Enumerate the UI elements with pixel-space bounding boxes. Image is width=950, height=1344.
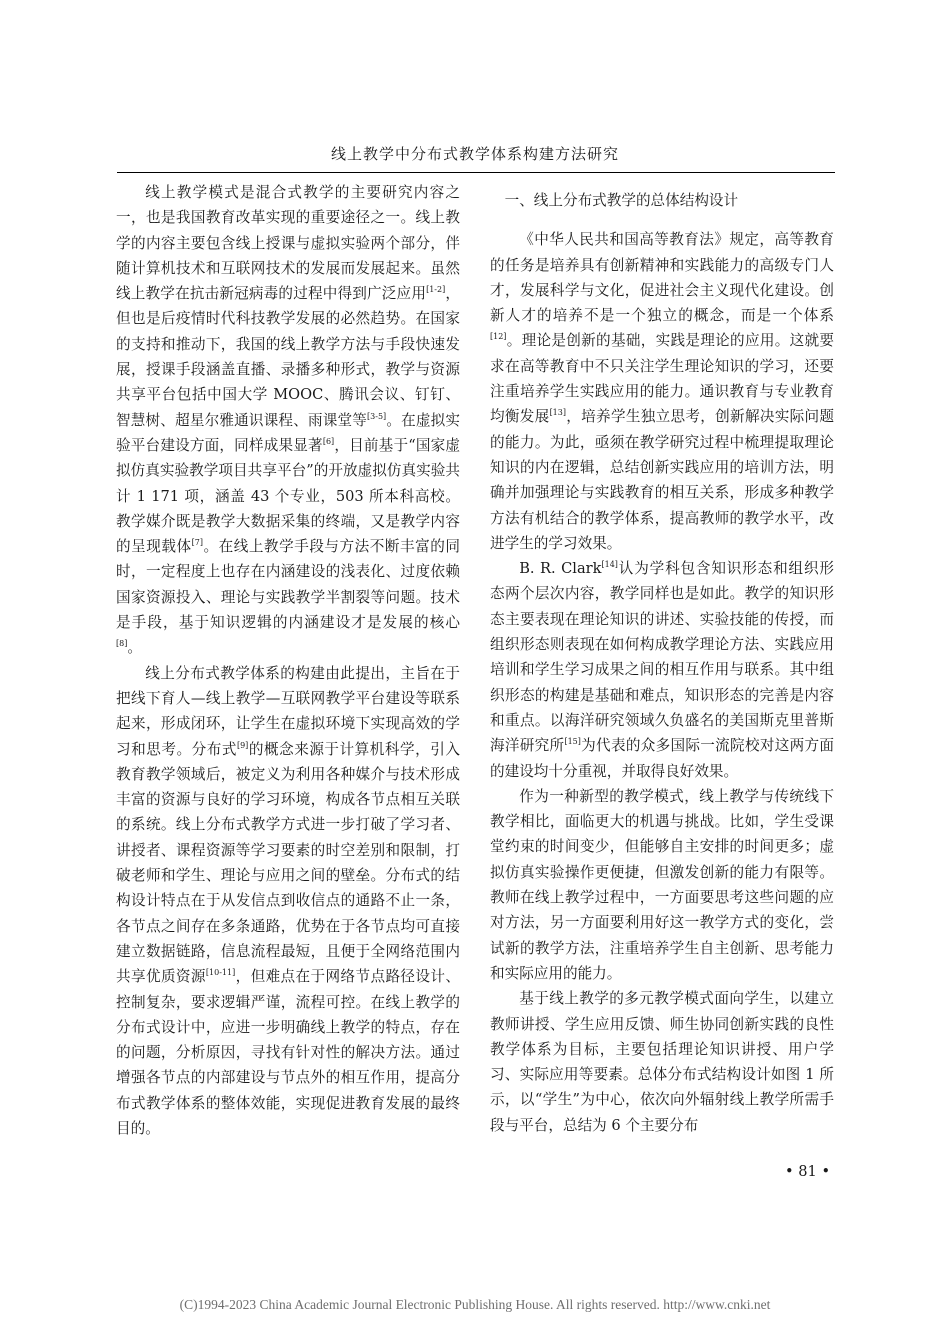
citation-ref: [13] xyxy=(549,408,566,418)
citation-ref: [1-2] xyxy=(426,285,446,295)
text-run: 的概念来源于计算机科学，引入教育教学领域后，被定义为利用各种媒介与技术形成丰富的资源与良好的学习环境，构成各节点相互关联的系统。线上分布式教学方式进一步打破了学习者、讲授者、课程资源等学习要素的时空差别和限制，打破老师和学生、理论与应用之间的壁垒。分布式的结构设计特点在于从发信点到收信点的通路不止一条，各节点之间存在多条通路，优势在于各节点均可直接建立数据链路，信息流程最短，且便于全网络范围内共享优质资源 xyxy=(116,740,460,986)
right-paragraph-2 xyxy=(490,556,834,784)
text-run: 为代表的众多国际一流院校对这两方面的建设均十分重视，并取得良好效果。 xyxy=(490,737,834,780)
citation-ref: [9] xyxy=(236,740,249,750)
text-run: 。在线上教学手段与方法不断丰富的同时，一定程度上也存在内涵建设的浅表化、过度依赖国家资源投入、理论与实践教学半割裂等问题。技术是手段，基于知识逻辑的内涵建设才是发展的核心 xyxy=(116,538,460,632)
citation-ref: [10-11] xyxy=(205,968,236,978)
copyright-footer: (C)1994-2023 China Academic Journal Electronic Publishing House. All rights reserved. http://www.cnki.net xyxy=(179,1297,771,1312)
citation-ref: [8] xyxy=(116,639,128,649)
text-run: 线上教学模式是混合式教学的主要研究内容之一，也是我国教育改革实现的重要途径之一。线上教学的内容主要包含线上授课与虚拟实验两个部分，伴随计算机技术和互联网技术的发展而发展起来。虽然线上教学在抗击新冠病毒的过程中得到广泛应用 xyxy=(116,184,460,303)
left-paragraph-2 xyxy=(116,661,460,1142)
citation-ref: [12] xyxy=(490,332,507,342)
running-header-title: 线上教学中分布式教学体系构建方法研究 xyxy=(330,145,619,163)
right-paragraph-3: 作为一种新型的教学模式，线上教学与传统线下教学相比，面临更大的机遇与挑战。比如，学生受课堂约束的时间变少，但能够自主安排的时间更多；虚拟仿真实验操作更便捷，但激发创新的能力有限等。教师在线上教学过程中，一方面要思考这些问题的应对方法，另一方面要利用好这一教学方式的变化，尝试新的教学方法，注重培养学生自主创新、思考能力和实际应用的能力。 xyxy=(490,787,834,982)
citation-ref: [3-5] xyxy=(367,411,387,421)
citation-ref: [14] xyxy=(601,560,618,570)
text-run: 线上分布式教学体系的构建由此提出，主旨在于把线下育人—线上教学—互联网教学平台建设等联系起来，形成闭环，让学生在虚拟环境下实现高效的学习和思考。分布式 xyxy=(116,664,460,758)
citation-ref: [6] xyxy=(322,437,335,447)
right-paragraph-4: 基于线上教学的多元教学模式面向学生，以建立教师讲授、学生应用反馈、师生协同创新实践的良性教学体系为目标，主要包括理论知识讲授、用户学习、实际应用等要素。总体分布式结构设计如图 1 所示，以“学生”为中心，依次向外辐射线上教学所需手段与平台，总结为 6 个主要分布 xyxy=(490,990,834,1134)
text-run: 。 xyxy=(127,639,142,657)
text-run: 认为学科包含知识形态和组织形态两个层次内容，教学同样也是如此。教学的知识形态主要表现在理论知识的讲述、实验技能的传授，而组织形态则表现在如何构成教学理论方法、实践应用培训和学生学习成果之间的相互作用与联系。其中组织形态的构建是基础和难点，知识形态的完善是内容和重点。以海洋研究领域久负盛名的美国斯克里普斯海洋研究所 xyxy=(490,560,834,755)
text-run: 。在虚拟实验平台建设方面，同样成果显著 xyxy=(116,411,460,454)
header-rule xyxy=(117,172,835,173)
text-run: ，培养学生独立思考，创新解决实际问题的能力。为此，亟须在教学研究过程中梳理提取理论知识的内在逻辑，总结创新实践应用的培训方法，明确并加强理论与实践教育的相互关系，形成多种教学方法有机结合的教学体系，提高教师的教学水平，改进学生的学习效果。 xyxy=(490,408,834,552)
citation-ref: [15] xyxy=(564,737,581,747)
text-run: B. R. Clark xyxy=(519,560,602,578)
right-paragraph-1 xyxy=(490,227,834,556)
text-run: ，但也是后疫情时代科技教学发展的必然趋势。在国家的支持和推动下，我国的线上教学方法与手段快速发展，授课手段涵盖直播、录播多种形式，教学与资源共享平台包括中国大学 MOOC、腾讯会议、钉钉、智慧树、超星尔雅通识课程、雨课堂等 xyxy=(116,285,460,429)
text-run: ，但难点在于网络节点路径设计、控制复杂，要求逻辑严谨，流程可控。在线上教学的分布式设计中，应进一步明确线上教学的特点，存在的问题，分析原因，寻找有针对性的解决方法。通过增强各节点的内部建设与节点外的相互作用，提高分布式教学体系的整体效能，实现促进教育发展的最终目的。 xyxy=(116,968,460,1137)
citation-ref: [7] xyxy=(191,538,203,548)
text-run: ，目前基于“国家虚拟仿真实验教学项目共享平台”的开放虚拟仿真实验共计 1 171 项，涵盖 43 个专业，503 所本科高校。教学媒介既是教学大数据采集的终端，又是教学内容的呈现载体 xyxy=(116,436,460,556)
right-column xyxy=(490,180,834,1138)
left-column xyxy=(116,180,460,1141)
left-paragraph-1 xyxy=(116,180,460,661)
page-number: • 81 • xyxy=(785,1163,831,1180)
section-heading: 一、线上分布式教学的总体结构设计 xyxy=(504,192,739,209)
text-run: 。理论是创新的基础，实践是理论的应用。这就要求在高等教育中不只关注学生理论知识的学习，还要注重培养学生实践应用的能力。通识教育与专业教育均衡发展 xyxy=(490,332,834,426)
text-run: 《中华人民共和国高等教育法》规定，高等教育的任务是培养具有创新精神和实践能力的高级专门人才，发展科学与文化，促进社会主义现代化建设。创新人才的培养不是一个独立的概念，而是一个体系 xyxy=(490,231,834,325)
